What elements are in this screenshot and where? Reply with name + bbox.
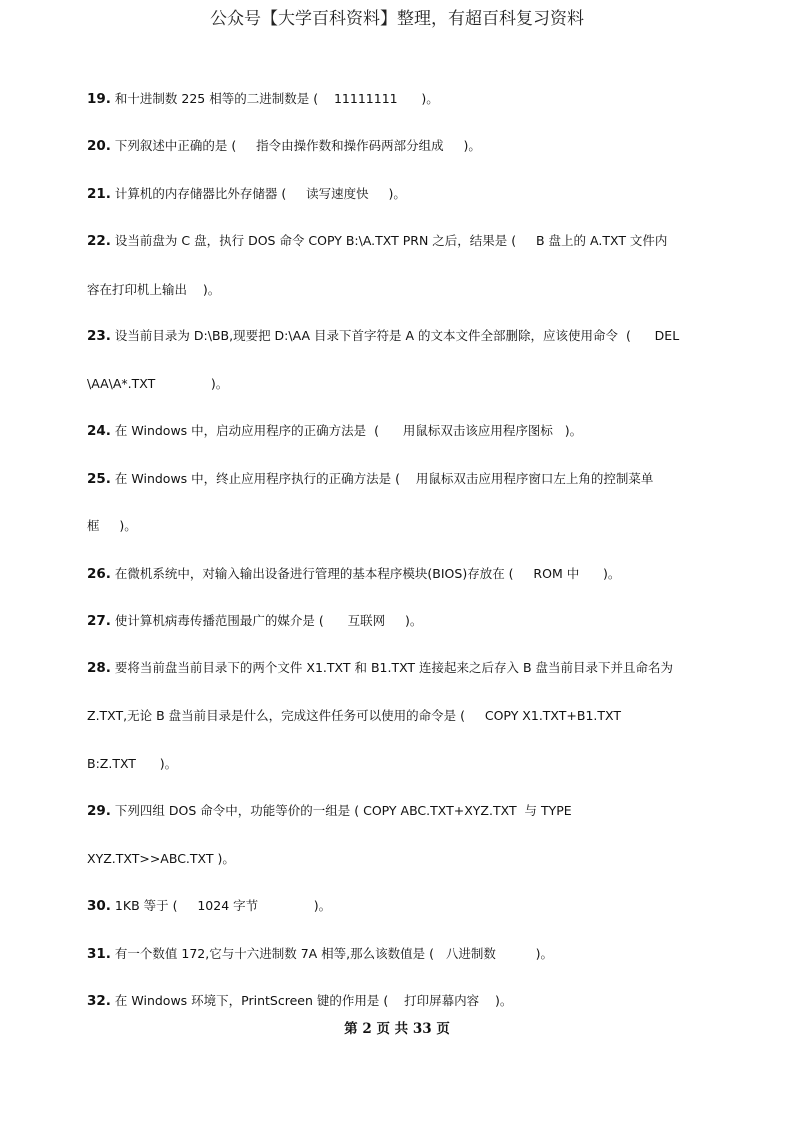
question-number: 23. bbox=[87, 328, 111, 344]
question-number: 20. bbox=[87, 138, 111, 154]
question-32 bbox=[87, 993, 512, 1009]
question-19 bbox=[87, 91, 439, 107]
question-text: 1KB 等于 ( 1024 字节 )。 bbox=[114, 898, 332, 913]
question-text: 计算机的内存储器比外存储器 ( 读写速度快 )。 bbox=[114, 186, 406, 201]
page-footer: 第 2 页 共 33 页 bbox=[344, 1021, 450, 1037]
question-number: 24. bbox=[87, 423, 111, 439]
question-29-continuation: XYZ.TXT>>ABC.TXT )。 bbox=[87, 851, 235, 866]
question-text: 要将当前盘当前目录下的两个文件 X1.TXT 和 B1.TXT 连接起来之后存入 B 盘当前目录下并且命名为 bbox=[114, 660, 674, 675]
question-text: 使计算机病毒传播范围最广的媒介是 ( 互联网 )。 bbox=[114, 613, 423, 628]
question-number: 29. bbox=[87, 803, 111, 819]
question-28 bbox=[87, 660, 673, 676]
question-text: 在 Windows 中，终止应用程序执行的正确方法是 ( 用鼠标双击应用程序窗口左上角的控制菜单 bbox=[114, 471, 654, 486]
question-number: 28. bbox=[87, 660, 111, 676]
page-header: 公众号【大学百科资料】整理，有超百科复习资料 bbox=[210, 9, 584, 29]
question-number: 26. bbox=[87, 566, 111, 582]
question-text: 下列四组 DOS 命令中，功能等价的一组是 ( COPY ABC.TXT+XYZ.TXT 与 TYPE bbox=[114, 803, 572, 818]
question-text: 在 Windows 环境下，PrintScreen 键的作用是 ( 打印屏幕内容 )。 bbox=[114, 993, 513, 1008]
question-27 bbox=[87, 613, 422, 629]
question-28-continuation: Z.TXT,无论 B 盘当前目录是什么，完成这件任务可以使用的命令是 ( COPY X1.TXT+B1.TXT bbox=[87, 708, 621, 723]
question-number: 32. bbox=[87, 993, 111, 1009]
question-22-continuation: 容在打印机上输出 )。 bbox=[87, 282, 221, 297]
question-25-continuation: 框 )。 bbox=[87, 518, 137, 533]
question-26 bbox=[87, 566, 620, 582]
question-number: 19. bbox=[87, 91, 111, 107]
question-31 bbox=[87, 946, 553, 962]
question-21 bbox=[87, 186, 406, 202]
question-24 bbox=[87, 423, 582, 439]
question-number: 27. bbox=[87, 613, 111, 629]
question-number: 22. bbox=[87, 233, 111, 249]
question-29 bbox=[87, 803, 572, 819]
question-text: 在 Windows 中，启动应用程序的正确方法是 ( 用鼠标双击该应用程序图标 )。 bbox=[114, 423, 583, 438]
question-number: 21. bbox=[87, 186, 111, 202]
question-28-continuation-2: B:Z.TXT )。 bbox=[87, 756, 178, 771]
question-30 bbox=[87, 898, 331, 914]
question-25 bbox=[87, 471, 653, 487]
question-number: 30. bbox=[87, 898, 111, 914]
question-text: 有一个数值 172,它与十六进制数 7A 相等,那么该数值是 ( 八进制数 )。 bbox=[114, 946, 554, 961]
question-23 bbox=[87, 328, 679, 344]
question-22 bbox=[87, 233, 667, 249]
question-text: 在微机系统中，对输入输出设备进行管理的基本程序模块(BIOS)存放在 ( ROM 中 )。 bbox=[114, 566, 621, 581]
question-text: 设当前目录为 D:\BB,现要把 D:\AA 目录下首字符是 A 的文本文件全部删除，应该使用命令 ( DEL bbox=[114, 328, 680, 343]
question-20 bbox=[87, 138, 481, 154]
question-text: 和十进制数 225 相等的二进制数是 ( 11111111 )。 bbox=[114, 91, 439, 106]
question-number: 31. bbox=[87, 946, 111, 962]
question-23-continuation: \AA\A*.TXT )。 bbox=[87, 376, 229, 391]
question-text: 下列叙述中正确的是 ( 指令由操作数和操作码两部分组成 )。 bbox=[114, 138, 481, 153]
question-number: 25. bbox=[87, 471, 111, 487]
question-text: 设当前盘为 C 盘，执行 DOS 命令 COPY B:\A.TXT PRN 之后，结果是 ( B 盘上的 A.TXT 文件内 bbox=[114, 233, 668, 248]
